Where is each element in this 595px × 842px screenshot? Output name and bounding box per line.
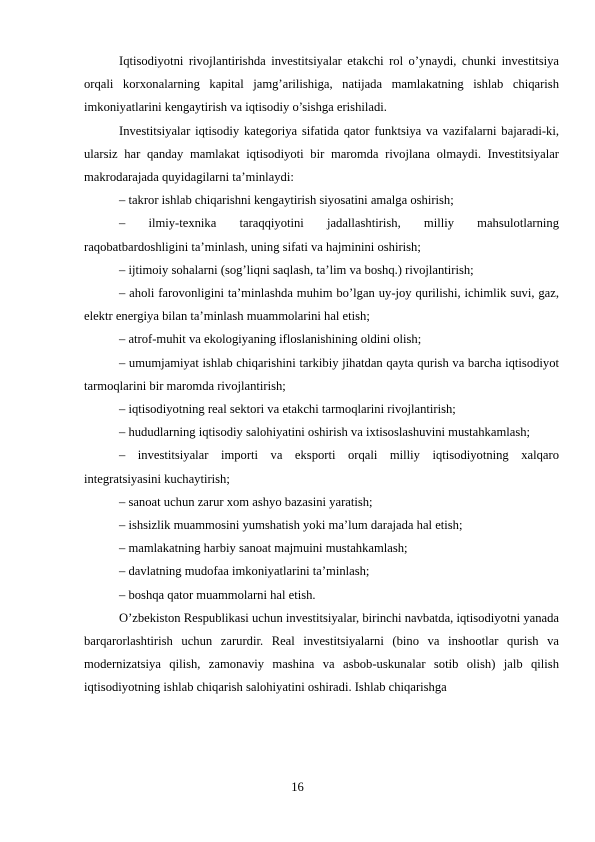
list-item: – mamlakatning harbiy sanoat majmuini mustahkamlash;: [119, 541, 408, 556]
list-item: – takror ishlab chiqarishni kengaytirish siyosatini amalga oshirish;: [119, 193, 454, 208]
list-item: – iqtisodiyotning real sektori va etakchi tarmoqlarini rivojlantirish;: [119, 402, 456, 417]
list-item: – investitsiyalar importi va eksporti orqali milliy iqtisodiyotning xalqaro integratsiyasini kuchaytirish;: [84, 448, 559, 486]
list-item: – aholi farovonligini ta’minlashda muhim bo’lgan uy-joy qurilishi, ichimlik suvi, gaz, elektr energiya bilan ta’minlash muammolarini hal etish;: [84, 286, 559, 324]
list-item: – sanoat uchun zarur xom ashyo bazasini yaratish;: [119, 494, 373, 509]
list-item: – atrof-muhit va ekologiyaning ifloslanishining oldini olish;: [119, 332, 422, 347]
paragraph-investment-functions: Investitsiyalar iqtisodiy kategoriya sifatida qator funktsiya va vazifalarni bajaradi-ki, ularsiz har qanday mamlakat iqtisodiyoti bir maromda rivojlana olmaydi. Investitsiyalar makrodarajada quyidagilarni ta’minlaydi:: [84, 123, 559, 185]
list-item: – davlatning mudofaa imkoniyatlarini ta’minlash;: [119, 564, 370, 579]
list-item: – umumjamiyat ishlab chiqarishini tarkibiy jihatdan qayta qurish va barcha iqtisodiyot tarmoqlarini bir maromda rivojlantirish;: [84, 355, 559, 393]
page-number: 16: [291, 780, 304, 794]
paragraph-investment-role: Iqtisodiyotni rivojlantirishda investitsiyalar etakchi rol o’ynaydi, chunki investitsiya orqali korxonalarning kapital jamg’arilishiga, natijada mamlakatning ishlab chiqarish imkoniyatlarini kengaytirish va iqtisodiy o’sishga erishiladi.: [84, 54, 559, 115]
list-item: – boshqa qator muammolarni hal etish.: [119, 587, 316, 602]
paragraph-uzbekistan-investments: O’zbekiston Respublikasi uchun investitsiyalar, birinchi navbatda, iqtisodiyotni yanada barqarorlashtirish uchun zarurdir. Real investitsiyalarni (bino va inshootlar qurish va modernizatsiya qilish, zamonaviy mashina va asbob-uskunalar sotib olish) jalb qilish iqtisodiyotning ishlab chiqarish salohiyatini oshiradi. Ishlab chiqarishga: [84, 610, 559, 695]
list-item: – hududlarning iqtisodiy salohiyatini oshirish va ixtisoslashuvini mustahkamlash;: [119, 425, 531, 440]
document-body: [84, 50, 559, 700]
list-item: – ilmiy-texnika taraqqiyotini jadallashtirish, milliy mahsulotlarning raqobatbardoshligini ta’minlash, uning sifati va hajminini oshirish;: [84, 216, 559, 254]
list-item: – ijtimoiy sohalarni (sog’liqni saqlash, ta’lim va boshq.) rivojlantirish;: [119, 262, 474, 277]
list-item: – ishsizlik muammosini yumshatish yoki ma’lum darajada hal etish;: [119, 518, 463, 533]
